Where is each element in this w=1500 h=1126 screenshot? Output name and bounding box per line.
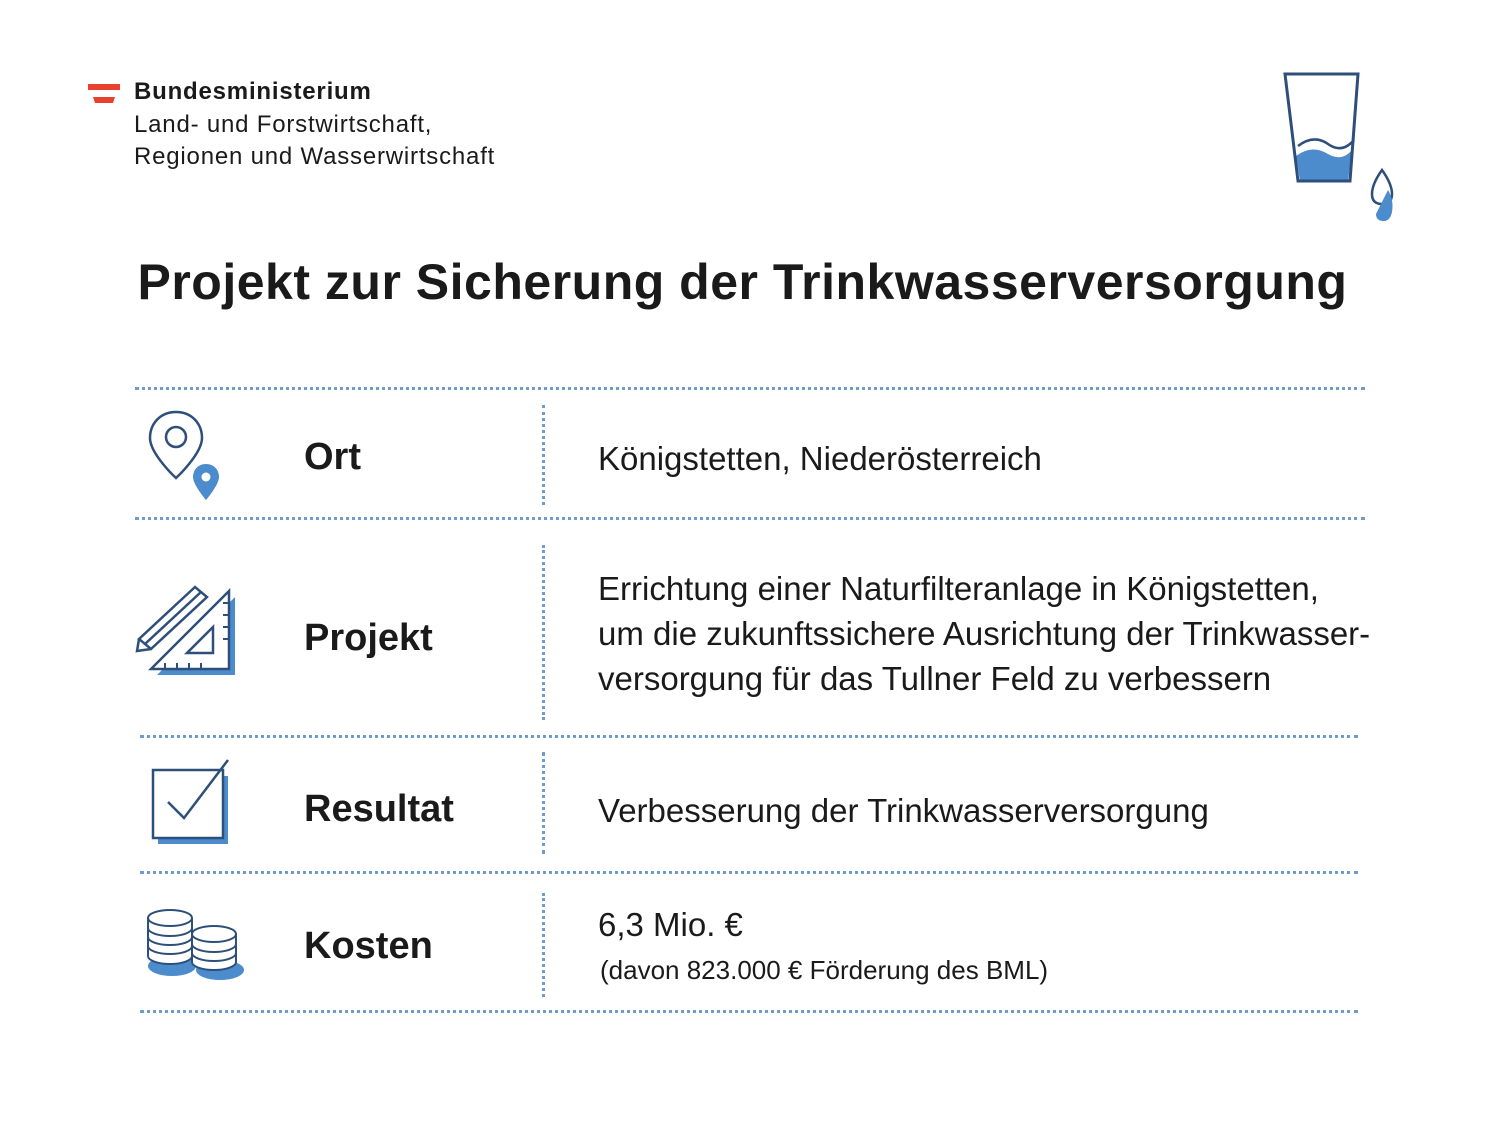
- checkbox-icon: [150, 758, 234, 848]
- row-label-resultat: Resultat: [304, 788, 454, 830]
- row-label-kosten: Kosten: [304, 925, 433, 967]
- ministry-subtitle-line2: Regionen und Wasserwirtschaft: [134, 143, 496, 170]
- row-sub-kosten: (davon 823.000 € Förderung des BML): [600, 955, 1049, 985]
- page-title: Projekt zur Sicherung der Trinkwasserversorgung: [137, 254, 1348, 310]
- water-glass-icon: [1270, 66, 1410, 226]
- row-value-resultat: Verbesserung der Trinkwasserversorgung: [598, 792, 1209, 829]
- column-divider: [542, 405, 545, 505]
- ministry-name: Bundesministerium: [134, 78, 372, 105]
- row-value-ort: Königstetten, Niederösterreich: [598, 440, 1042, 477]
- row-value-projekt-line2: um die zukunftssichere Ausrichtung der Trinkwasser-: [598, 615, 1371, 652]
- ruler-pencil-icon: [135, 583, 239, 677]
- row-label-ort: Ort: [304, 436, 361, 478]
- column-divider: [542, 752, 545, 854]
- table-rule: [140, 735, 1358, 738]
- table-rule: [140, 871, 1358, 874]
- column-divider: [542, 545, 545, 720]
- ministry-subtitle-line1: Land- und Forstwirtschaft,: [134, 111, 433, 138]
- row-value-projekt-line3: versorgung für das Tullner Feld zu verbessern: [598, 660, 1272, 697]
- location-pin-icon: [148, 410, 228, 505]
- coins-icon: [140, 904, 252, 984]
- row-value-projekt-line1: Errichtung einer Naturfilteranlage in Königstetten,: [598, 570, 1319, 607]
- row-label-projekt: Projekt: [304, 617, 433, 659]
- table-rule: [135, 387, 1365, 390]
- table-rule: [140, 1010, 1358, 1013]
- column-divider: [542, 893, 545, 997]
- row-value-kosten: 6,3 Mio. €: [598, 906, 743, 943]
- austria-flag-logo: [88, 84, 120, 104]
- table-rule: [135, 517, 1365, 520]
